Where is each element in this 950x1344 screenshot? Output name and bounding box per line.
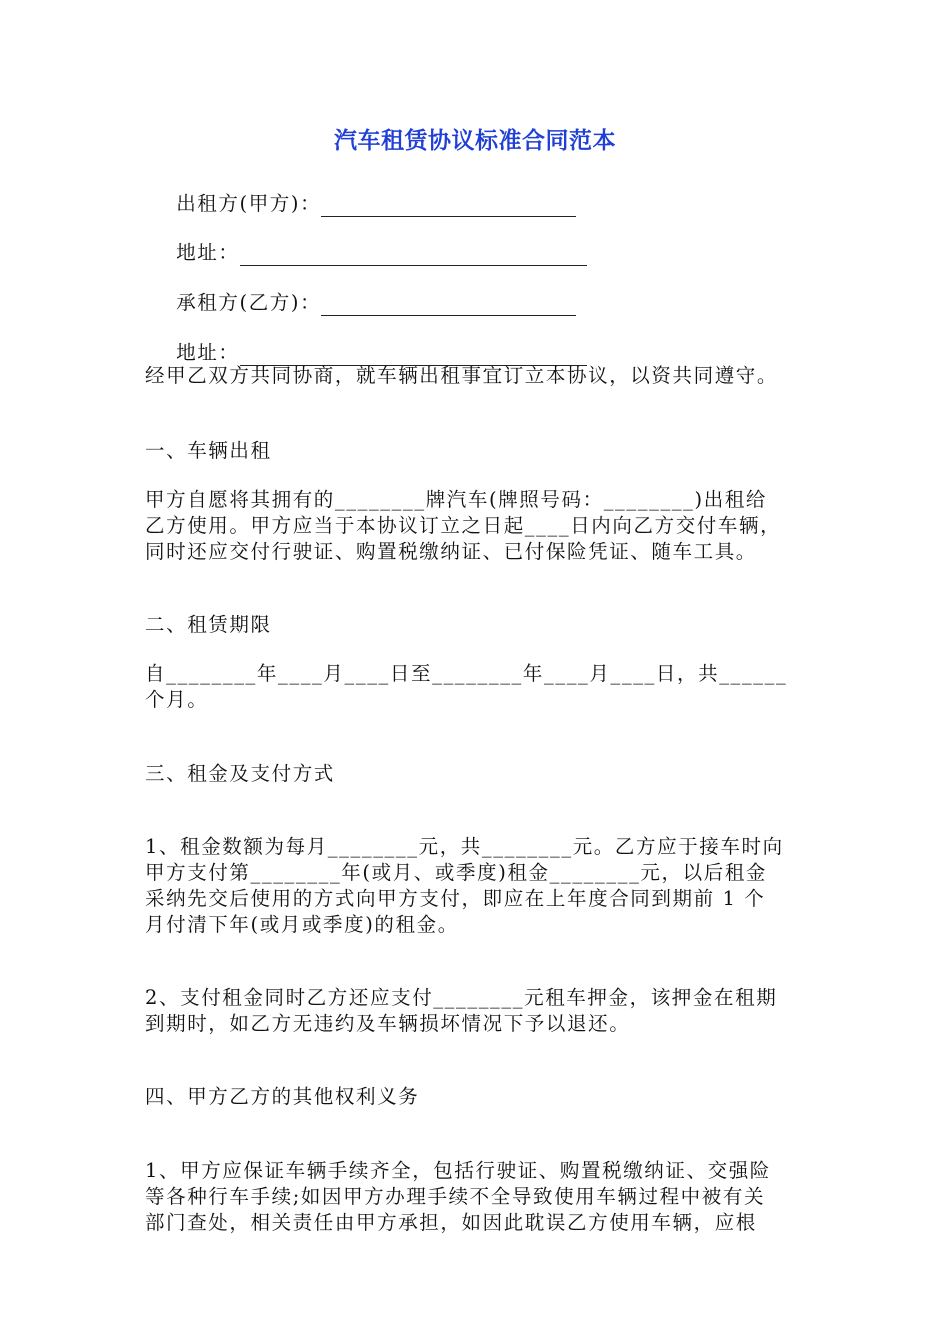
paragraph-line: 月付清下年(或月或季度)的租金。 (145, 913, 459, 936)
intro-paragraph: 经甲乙双方共同协商，就车辆出租事宜订立本协议，以资共同遵守。 (145, 364, 779, 387)
paragraph-line: 到期时，如乙方无违约及车辆损坏情况下予以退还。 (145, 1012, 631, 1035)
paragraph-line: 乙方使用。甲方应当于本协议订立之日起____日内向乙方交付车辆， (145, 514, 782, 537)
section-3-item-2 (145, 985, 810, 1037)
lessee-blank (321, 295, 576, 316)
paragraph-line: 采纳先交后使用的方式向甲方支付，即应在上年度合同到期前 1 个 (145, 887, 766, 910)
lessee-address-label: 地址： (176, 341, 240, 364)
section-1-paragraph (145, 487, 810, 565)
paragraph-line: 同时还应交付行驶证、购置税缴纳证、已付保险凭证、随车工具。 (145, 540, 757, 563)
document-title: 汽车租赁协议标准合同范本 (334, 128, 616, 154)
paragraph-line: 部门查处，相关责任由甲方承担，如因此耽误乙方使用车辆，应根 (145, 1211, 757, 1234)
lessor-label: 出租方(甲方)： (176, 192, 322, 215)
section-3-item-1 (145, 834, 810, 938)
section-2-heading: 二、租赁期限 (145, 613, 272, 636)
lessee-label: 承租方(乙方)： (176, 291, 322, 314)
paragraph-line: 等各种行车手续;如因甲方办理手续不全导致使用车辆过程中被有关 (145, 1185, 766, 1208)
paragraph-line: 1、租金数额为每月________元，共________元。乙方应于接车时向 (145, 835, 784, 858)
paragraph-line: 自________年____月____日至________年____月____日，共______ (145, 662, 788, 685)
paragraph-line: 1、甲方应保证车辆手续齐全，包括行驶证、购置税缴纳证、交强险 (145, 1159, 771, 1182)
paragraph-line: 2、支付租金同时乙方还应支付________元租车押金，该押金在租期 (145, 986, 778, 1009)
section-4-item-1 (145, 1158, 810, 1236)
section-1-heading: 一、车辆出租 (145, 439, 272, 462)
paragraph-line: 个月。 (145, 688, 209, 711)
paragraph-line: 甲方支付第________年(或月、或季度)租金________元，以后租金 (145, 861, 768, 884)
lessor-address-blank (240, 245, 587, 266)
section-4-heading: 四、甲方乙方的其他权利义务 (145, 1085, 420, 1108)
lessor-address-label: 地址： (176, 241, 240, 264)
paragraph-line: 甲方自愿将其拥有的________牌汽车(牌照号码：________)出租给 (145, 488, 768, 511)
section-2-paragraph (145, 661, 810, 713)
section-3-heading: 三、租金及支付方式 (145, 762, 335, 785)
